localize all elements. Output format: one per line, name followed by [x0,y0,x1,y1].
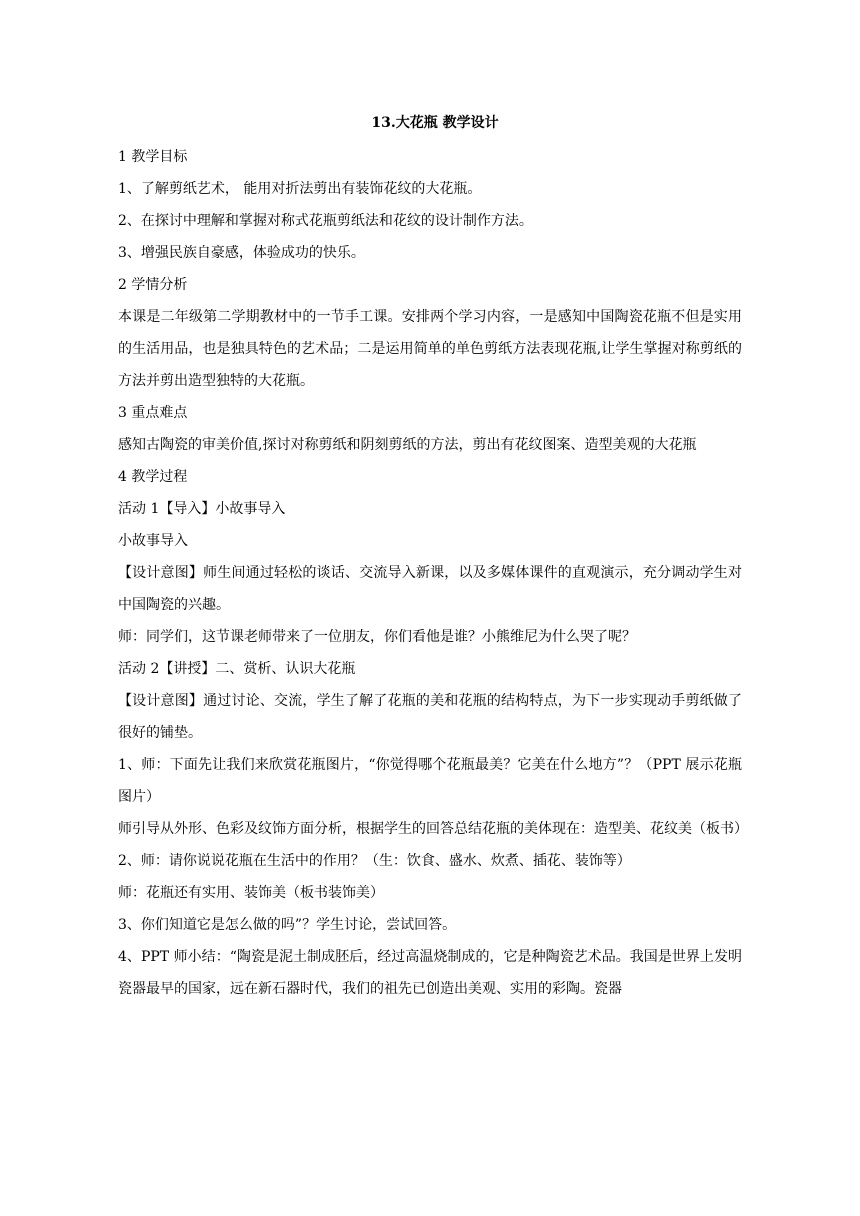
key-points-paragraph: 感知古陶瓷的审美价值,探讨对称剪纸和阴刻剪纸的方法，剪出有花纹图案、造型美观的大花瓶 [118,437,697,453]
activity-2-step-2: 2、师：请你说说花瓶在生活中的作用？（生：饮食、盛水、炊煮、插花、装饰等） [118,853,631,869]
section-heading-key-points: 3 重点难点 [118,405,188,421]
document-body [118,114,748,1005]
analysis-paragraph: 本课是二年级第二学期教材中的一节手工课。安排两个学习内容，一是感知中国陶瓷花瓶不但是实用的生活用品，也是独具特色的艺术品；二是运用简单的单色剪纸方法表现花瓶,让学生掌握对称剪纸的方法并剪出造型独特的大花瓶。 [118,309,742,389]
section-heading-process: 4 教学过程 [118,469,188,485]
activity-2-step-1: 1、师：下面先让我们来欣赏花瓶图片，“你觉得哪个花瓶最美？它美在什么地方”？（PPT 展示花瓶图片） [118,757,742,805]
activity-2-step-3: 3、你们知道它是怎么做的吗”？学生讨论，尝试回答。 [118,917,457,933]
activity-2-guidance: 师引导从外形、色彩及纹饰方面分析，根据学生的回答总结花瓶的美体现在：造型美、花纹美（板书） [118,821,748,837]
activity-1-heading: 活动 1【导入】小故事导入 [118,501,286,517]
activity-2-heading: 活动 2【讲授】二、赏析、认识大花瓶 [118,661,356,677]
section-heading-objectives: 1 教学目标 [118,149,188,165]
section-heading-analysis: 2 学情分析 [118,277,188,293]
activity-1-subtitle: 小故事导入 [118,533,188,549]
document-title: 13.大花瓶 教学设计 [371,115,499,131]
activity-1-teacher-line: 师：同学们，这节课老师带来了一位朋友，你们看他是谁？小熊维尼为什么哭了呢？ [118,629,636,645]
activity-2-step-4: 4、PPT 师小结：“陶瓷是泥土制成胚后，经过高温烧制成的，它是种陶瓷艺术品。我国是世界上发明瓷器最早的国家，远在新石器时代，我们的祖先已创造出美观、实用的彩陶。瓷器 [118,949,742,997]
objective-item-2: 2、在探讨中理解和掌握对称式花瓶剪纸法和花纹的设计制作方法。 [118,213,533,229]
activity-2-teacher-note: 师：花瓶还有实用、装饰美（板书装饰美） [118,885,384,901]
activity-1-design-intent: 【设计意图】师生间通过轻松的谈话、交流导入新课，以及多媒体课件的直观演示，充分调动学生对中国陶瓷的兴趣。 [118,565,742,613]
objective-item-1: 1、了解剪纸艺术， 能用对折法剪出有装饰花纹的大花瓶。 [118,181,482,197]
objective-item-3: 3、增强民族自豪感，体验成功的快乐。 [118,245,365,261]
activity-2-design-intent: 【设计意图】通过讨论、交流，学生了解了花瓶的美和花瓶的结构特点，为下一步实现动手剪纸做了很好的铺垫。 [118,693,742,741]
